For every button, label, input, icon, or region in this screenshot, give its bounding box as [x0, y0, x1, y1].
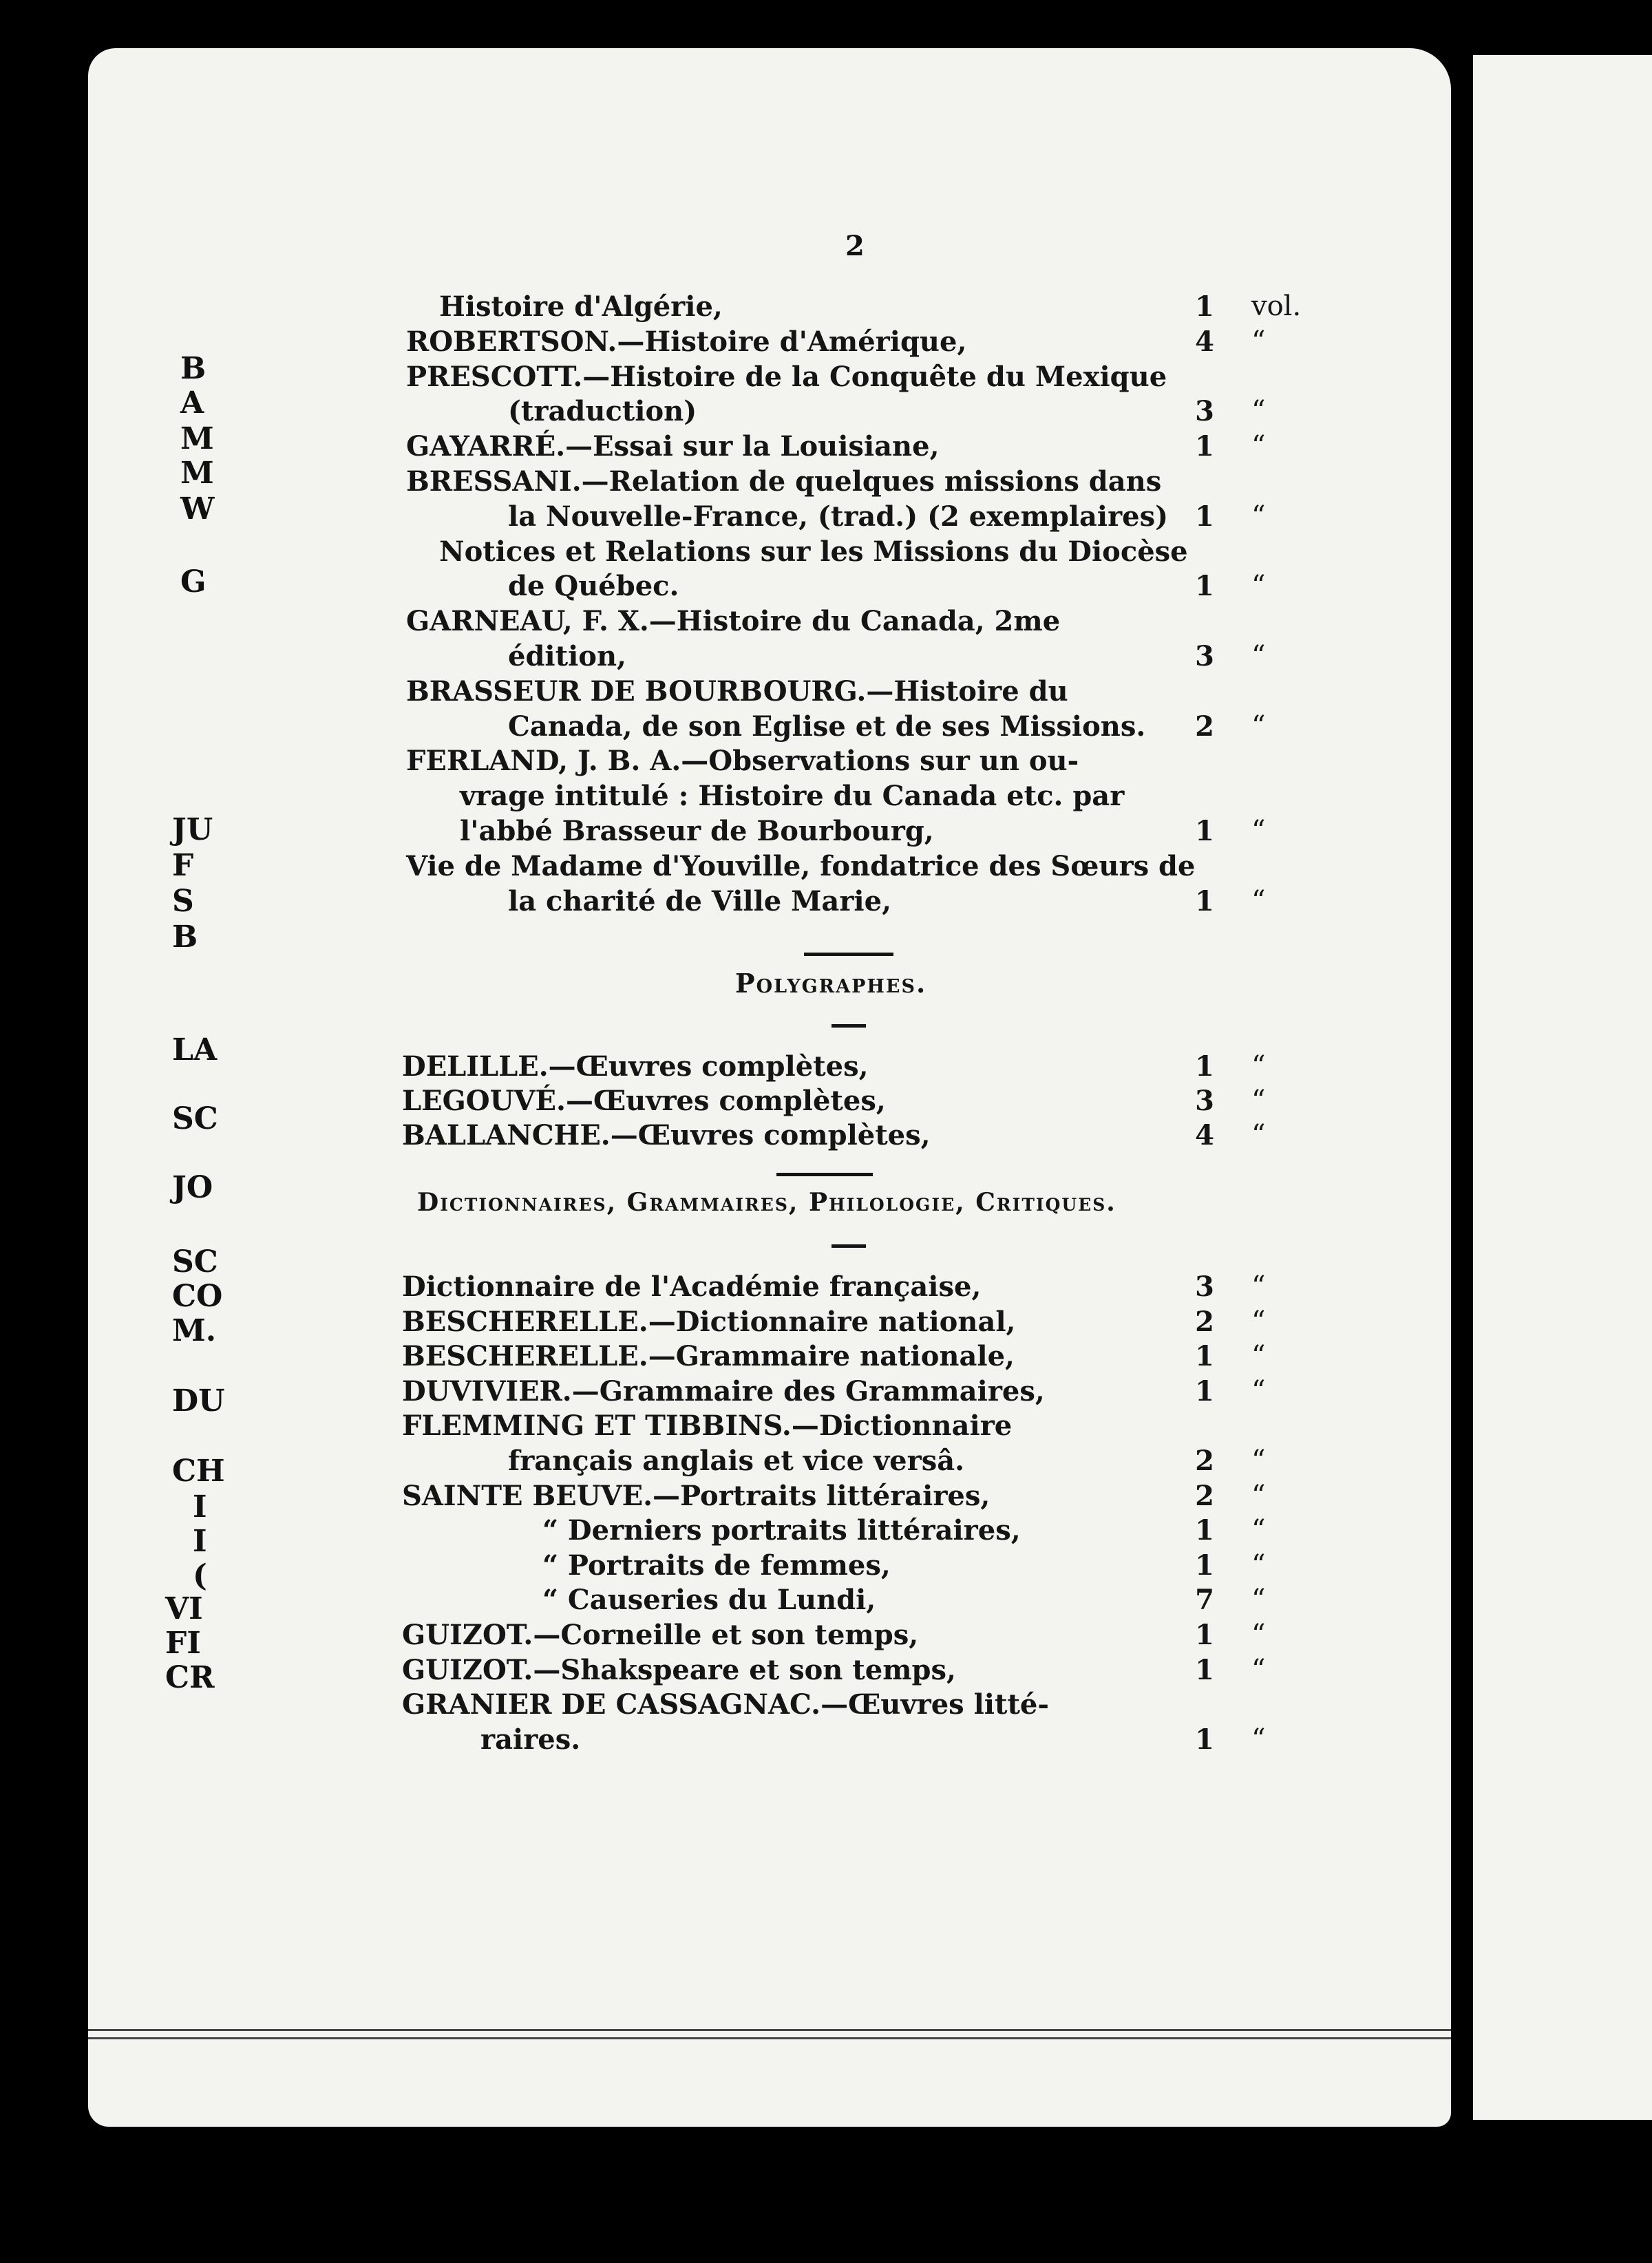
entry-quantity: 3 — [1195, 1271, 1214, 1303]
bottom-rule — [88, 2029, 1451, 2031]
entry-unit: “ — [1251, 1723, 1266, 1755]
entry-text: DUVIVIER.—Grammaire des Grammaires, — [402, 1374, 1045, 1407]
entry-quantity: 1 — [1195, 1619, 1214, 1651]
entry-unit: “ — [1251, 1479, 1266, 1511]
entry-unit: “ — [1251, 1085, 1266, 1116]
entry-text: “ Portraits de femmes, — [542, 1549, 891, 1582]
entry-text: “ Causeries du Lundi, — [542, 1584, 876, 1617]
entry-unit: “ — [1251, 1653, 1266, 1686]
catalog-entry — [88, 1410, 1451, 1444]
entry-text: GUIZOT.—Shakspeare et son temps, — [402, 1653, 956, 1686]
entry-unit: “ — [1251, 570, 1266, 602]
page-number: 2 — [845, 230, 865, 262]
right-page-fragment: DU — [172, 1383, 225, 1419]
entry-quantity: 1 — [1195, 1374, 1214, 1407]
entry-unit: “ — [1251, 815, 1266, 847]
entry-quantity: 4 — [1195, 1119, 1214, 1151]
entry-unit: vol. — [1251, 290, 1302, 322]
catalog-entry — [88, 675, 1451, 710]
bottom-rule — [88, 2037, 1451, 2039]
entry-quantity: 1 — [1195, 570, 1214, 603]
catalog-entry — [88, 535, 1451, 570]
catalog-entry — [88, 1271, 1451, 1305]
catalog-entry — [88, 430, 1451, 465]
catalog-entry — [88, 850, 1451, 884]
catalog-entry — [88, 1119, 1451, 1154]
entry-text: Histoire d'Algérie, — [439, 290, 723, 323]
entry-text: GAYARRÉ.—Essai sur la Louisiane, — [406, 430, 940, 463]
catalog-entry — [88, 1306, 1451, 1340]
entry-quantity: 1 — [1195, 1653, 1214, 1686]
entry-unit: “ — [1251, 430, 1266, 463]
entry-text: DELILLE.—Œuvres complètes, — [402, 1050, 869, 1083]
entry-text: PRESCOTT.—Histoire de la Conquête du Mexique — [406, 360, 1167, 393]
catalog-entry — [88, 1340, 1451, 1374]
catalog-entry — [88, 465, 1451, 500]
catalog-entry — [88, 1375, 1451, 1410]
catalog-entry — [88, 395, 1451, 429]
entry-text: français anglais et vice versâ. — [508, 1445, 965, 1477]
right-page-fragment: M — [180, 421, 214, 456]
entry-unit: “ — [1251, 325, 1266, 357]
catalog-entry — [88, 780, 1451, 814]
entry-unit: “ — [1251, 395, 1266, 427]
entry-quantity: 1 — [1195, 290, 1214, 323]
entry-text: BESCHERELLE.—Grammaire nationale, — [402, 1340, 1015, 1373]
entry-quantity: 1 — [1195, 1723, 1214, 1756]
catalog-entry — [88, 326, 1451, 360]
right-page-fragment: CH — [172, 1454, 225, 1489]
entry-quantity: 1 — [1195, 430, 1214, 463]
right-page-fragment: W — [180, 491, 215, 527]
entry-text: GARNEAU, F. X.—Histoire du Canada, 2me — [406, 605, 1061, 638]
entry-quantity: 1 — [1195, 815, 1214, 847]
entry-quantity: 3 — [1195, 395, 1214, 428]
catalog-entry — [88, 640, 1451, 674]
entry-quantity: 3 — [1195, 1085, 1214, 1117]
entry-text: vrage intitulé : Histoire du Canada etc. par — [460, 780, 1125, 813]
right-page-fragment: CO — [172, 1279, 223, 1314]
entry-text: Notices et Relations sur les Missions du Diocèse — [439, 535, 1188, 568]
entry-quantity: 2 — [1195, 1479, 1214, 1512]
right-page-fragment: JO — [172, 1170, 213, 1205]
entry-text: BALLANCHE.—Œuvres complètes, — [402, 1119, 931, 1151]
right-page-fragment: F — [172, 848, 194, 883]
entry-text: Vie de Madame d'Youville, fondatrice des Sœurs de — [406, 849, 1196, 882]
section-heading-dictionnaires: Dictionnaires, Grammaires, Philologie, Critiques. — [417, 1188, 1116, 1217]
catalog-entry — [88, 1549, 1451, 1584]
section-rule — [832, 1024, 866, 1028]
entry-unit: “ — [1251, 884, 1266, 917]
right-page-fragment: B — [172, 920, 198, 955]
right-page-fragment: I — [193, 1524, 207, 1559]
section-rule — [776, 1173, 873, 1176]
catalog-entry — [88, 1445, 1451, 1479]
right-page-fragment: S — [172, 884, 194, 919]
section-rule — [804, 953, 893, 956]
entry-quantity: 1 — [1195, 1514, 1214, 1547]
entry-text: GUIZOT.—Corneille et son temps, — [402, 1619, 919, 1651]
right-page-fragment: JU — [172, 812, 213, 847]
section-rule — [832, 1244, 866, 1248]
catalog-entry — [88, 290, 1451, 325]
catalog-entry — [88, 1480, 1451, 1514]
entry-quantity: 1 — [1195, 1340, 1214, 1373]
entry-quantity: 2 — [1195, 710, 1214, 743]
entry-quantity: 1 — [1195, 884, 1214, 917]
entry-unit: “ — [1251, 1584, 1266, 1616]
entry-text: BRESSANI.—Relation de quelques missions dans — [406, 465, 1162, 498]
entry-text: FLEMMING ET TIBBINS.—Dictionnaire — [402, 1410, 1013, 1443]
entry-text: de Québec. — [508, 570, 679, 603]
catalog-entry — [88, 745, 1451, 779]
right-page-fragment: G — [180, 564, 206, 599]
entry-text: la charité de Ville Marie, — [508, 884, 891, 917]
entry-text: Canada, de son Eglise et de ses Missions. — [508, 710, 1146, 743]
right-page-fragment: M — [180, 456, 214, 491]
right-page-fragment: M. — [172, 1313, 217, 1348]
entry-unit: “ — [1251, 640, 1266, 672]
catalog-entry — [88, 1619, 1451, 1653]
entry-unit: “ — [1251, 1374, 1266, 1407]
right-page-fragment: FI — [165, 1626, 201, 1661]
entry-text: Dictionnaire de l'Académie française, — [402, 1271, 982, 1303]
entry-text: BRASSEUR DE BOURBOURG.—Histoire du — [406, 674, 1068, 708]
entry-quantity: 1 — [1195, 1050, 1214, 1083]
entry-text: raires. — [480, 1723, 581, 1756]
entry-quantity: 2 — [1195, 1445, 1214, 1477]
catalog-entry — [88, 815, 1451, 849]
entry-unit: “ — [1251, 1549, 1266, 1581]
right-page-fragment: SC — [172, 1101, 218, 1136]
entry-unit: “ — [1251, 1619, 1266, 1650]
entry-text: l'abbé Brasseur de Bourbourg, — [460, 815, 934, 847]
entry-text: la Nouvelle-France, (trad.) (2 exemplaires) — [508, 500, 1169, 533]
entry-unit: “ — [1251, 1050, 1266, 1082]
entry-text: FERLAND, J. B. A.—Observations sur un ou- — [406, 745, 1079, 778]
entry-unit: “ — [1251, 1340, 1266, 1372]
entry-text: LEGOUVÉ.—Œuvres complètes, — [402, 1085, 886, 1117]
entry-text: “ Derniers portraits littéraires, — [542, 1514, 1021, 1547]
right-page-fragment: VI — [165, 1591, 203, 1626]
entry-unit: “ — [1251, 1445, 1266, 1476]
entry-unit: “ — [1251, 1305, 1266, 1337]
entry-unit: “ — [1251, 1119, 1266, 1151]
entry-quantity: 1 — [1195, 1549, 1214, 1582]
right-page-fragment: A — [180, 385, 204, 421]
right-page-fragment: CR — [165, 1660, 215, 1695]
catalog-entry — [88, 885, 1451, 920]
page-left — [88, 48, 1451, 2127]
catalog-entry — [88, 1085, 1451, 1119]
entry-text: ROBERTSON.—Histoire d'Amérique, — [406, 325, 967, 358]
entry-text: BESCHERELLE.—Dictionnaire national, — [402, 1305, 1016, 1338]
catalog-entry — [88, 570, 1451, 604]
entry-unit: “ — [1251, 1271, 1266, 1302]
catalog-entry — [88, 1050, 1451, 1085]
entry-unit: “ — [1251, 1514, 1266, 1547]
entry-quantity: 1 — [1195, 500, 1214, 533]
entry-quantity: 3 — [1195, 640, 1214, 672]
entry-quantity: 2 — [1195, 1305, 1214, 1338]
entry-text: GRANIER DE CASSAGNAC.—Œuvres litté- — [402, 1688, 1049, 1721]
right-page-fragment: SC — [172, 1244, 218, 1279]
right-page-fragment: I — [193, 1489, 207, 1524]
catalog-entry — [88, 1584, 1451, 1618]
entry-text: édition, — [508, 640, 626, 672]
entry-quantity: 4 — [1195, 325, 1214, 358]
catalog-entry — [88, 1688, 1451, 1723]
catalog-entry — [88, 361, 1451, 395]
section-heading-polygraphes: Polygraphes. — [735, 968, 927, 999]
entry-text: (traduction) — [508, 395, 697, 428]
right-page-fragment: ( — [193, 1558, 207, 1593]
catalog-entry — [88, 500, 1451, 535]
right-page-fragment: B — [180, 351, 206, 386]
entry-text: SAINTE BEUVE.—Portraits littéraires, — [402, 1479, 991, 1512]
catalog-entry — [88, 710, 1451, 745]
entry-unit: “ — [1251, 500, 1266, 532]
catalog-entry — [88, 1654, 1451, 1688]
entry-quantity: 7 — [1195, 1584, 1214, 1617]
catalog-entry — [88, 1514, 1451, 1549]
entry-unit: “ — [1251, 710, 1266, 742]
catalog-entry — [88, 1723, 1451, 1758]
right-page-fragment: LA — [172, 1032, 218, 1067]
catalog-entry — [88, 605, 1451, 639]
